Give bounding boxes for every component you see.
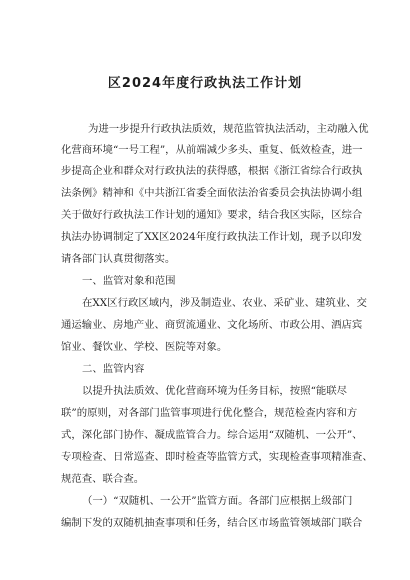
section2-line-2: 联”的原则，对各部门监管事项进行优化整合，规范检查内容和方 <box>61 407 358 419</box>
section-heading-scope: 一、监管对象和范围 <box>82 275 176 287</box>
subsection1-line-1: （一）“双随机、一公开”监管方面。各部门应根据上级部门 <box>82 495 353 507</box>
section-heading-content: 二、监管内容 <box>82 363 145 375</box>
intro-line-2: 化营商环境“一号工程”，从前端减少多头、重复、低效检查，进一 <box>61 144 363 156</box>
section2-line-5: 规范查、联合查。 <box>61 473 145 485</box>
intro-line-1: 为进一步提升行政执法质效，规范监管执法活动，主动融入优 <box>88 123 369 135</box>
section2-line-1: 以提升执法质效、优化营商环境为任务目标，按照“能联尽 <box>82 385 348 397</box>
section2-line-3: 式，深化部门协作、凝成监管合力。综合运用“双随机、一公开”、 <box>61 429 363 441</box>
subsection1-line-2: 编制下发的双随机抽查事项和任务，结合区市场监管领域部门联合 <box>61 517 363 529</box>
section2-line-4: 专项检查、日常巡查、即时检查等监管方式，实现检查事项精准查、 <box>61 451 373 463</box>
document-title: 区2024年度行政执法工作计划 <box>107 76 303 91</box>
section1-line-3: 馆业、餐饮业、学校、医院等对象。 <box>61 341 228 353</box>
intro-line-5: 关于做好行政执法工作计划的通知》要求，结合我区实际，区综合 <box>61 209 363 221</box>
intro-line-3: 步提高企业和群众对行政执法的获得感，根据《浙江省综合行政执 <box>61 165 363 177</box>
intro-line-6: 执法办协调制定了XX区2024年度行政执法工作计划，现予以印发 <box>61 231 363 243</box>
intro-line-4: 法条例》精神和《中共浙江省委全面依法治省委员会执法协调小组 <box>61 187 363 199</box>
intro-line-7: 请各部门认真贯彻落实。 <box>61 253 176 265</box>
section1-line-2: 通运输业、房地产业、商贸流通业、文化场所、市政公用、酒店宾 <box>61 319 363 331</box>
section1-line-1: 在XX区行政区域内，涉及制造业、农业、采矿业、建筑业、交 <box>82 297 367 309</box>
